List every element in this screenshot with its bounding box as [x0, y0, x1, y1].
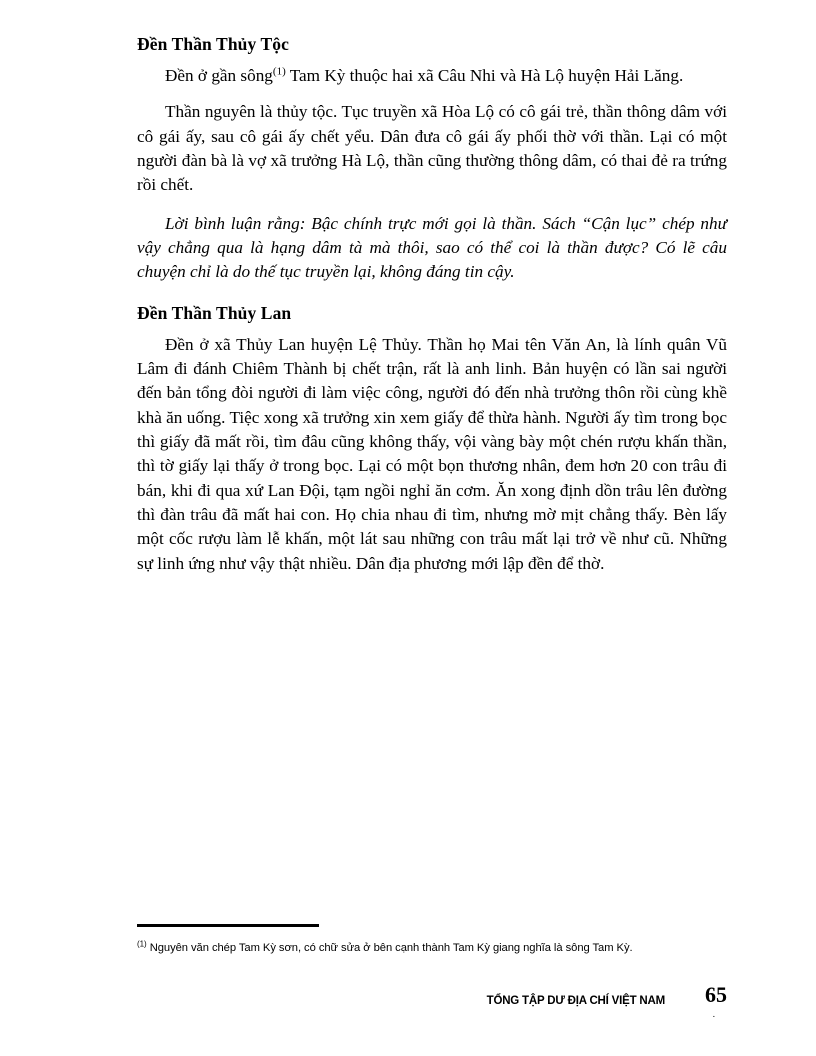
paragraph-1-2: Thần nguyên là thủy tộc. Tục truyền xã Hòa Lộ có cô gái trẻ, thần thông dâm với cô gái ấy, sau cô gái ấy chết yểu. Dân đưa cô gái ấy phối thờ với thần. Lại có một người đàn bà là vợ xã trưởng Hà Lộ, thần cũng thường thông dâm, có thai đẻ ra trứng rồi chết. [137, 102, 727, 195]
page-footer [137, 982, 727, 1024]
footnote-area [137, 924, 727, 956]
paragraph-text-before-marker: Đền ở gần sông [165, 66, 273, 85]
footnote-marker: (1) [272, 65, 286, 78]
page-content [137, 34, 727, 576]
paragraph-2-1: Đền ở xã Thủy Lan huyện Lệ Thủy. Thần họ Mai tên Văn An, là lính quân Vũ Lâm đi đánh Chiêm Thành bị chết trận, rất là anh linh. Bản huyện có lần sai người đến bản tổng đòi người đi làm việc công, người đó đến nhà trưởng thôn rồi cùng khề khà ăn uống. Tiệc xong xã trưởng xin xem giấy để thừa hành. Người ấy tìm trong bọc thì giấy đã mất rồi, tìm đâu cũng không thấy, vội vàng bày một chén rượu khấn thần, thì tờ giấy lại thấy ở trong bọc. Lại có một bọn thương nhân, đem hơn 20 con trâu đi bán, khi đi qua xứ Lan Đội, tạm ngồi nghỉ ăn cơm. Ăn xong định dồn trâu lên đường thì đàn trâu đã mất hai con. Họ chia nhau đi tìm, nhưng mờ mịt chẳng thấy. Bèn lấy một cốc rượu làm lễ khấn, một lát sau những con trâu mất lại trở về như cũ. Những sự linh ứng như vậy thật nhiều. Dân địa phương mới lập đền để thờ. [137, 334, 727, 573]
section-heading-2: Đền Thần Thủy Lan [137, 302, 292, 323]
paragraph-1-1 [137, 64, 727, 88]
footnote-1 [137, 941, 727, 956]
section-heading-1: Đền Thần Thủy Tộc [137, 34, 289, 54]
paragraph-1-3-commentary: Lời bình luận rằng: Bậc chính trực mới gọi là thần. Sách “Cận lục” chép như vậy chẳng qua là hạng dâm tà mà thôi, sao có thể coi là thần được? Có lẽ câu chuyện chỉ là do thế tục truyền lại, không đáng tin cậy. [137, 213, 727, 282]
footnote-body: Nguyên văn chép Tam Kỳ sơn, có chữ sửa ở bên cạnh thành Tam Kỳ giang nghĩa là sông Tam Kỳ. [146, 942, 633, 954]
page-number-tick: . [712, 1009, 715, 1019]
footnote-divider [137, 924, 319, 927]
paragraph-text-after-marker: Tam Kỳ thuộc hai xã Câu Nhi và Hà Lộ huyện Hải Lăng. [285, 66, 684, 85]
footnote-number: (1) [137, 939, 147, 949]
footer-book-title: TỔNG TẬP DƯ ĐỊA CHÍ VIỆT NAM [486, 995, 665, 1007]
page-number: 65 [705, 982, 727, 1007]
